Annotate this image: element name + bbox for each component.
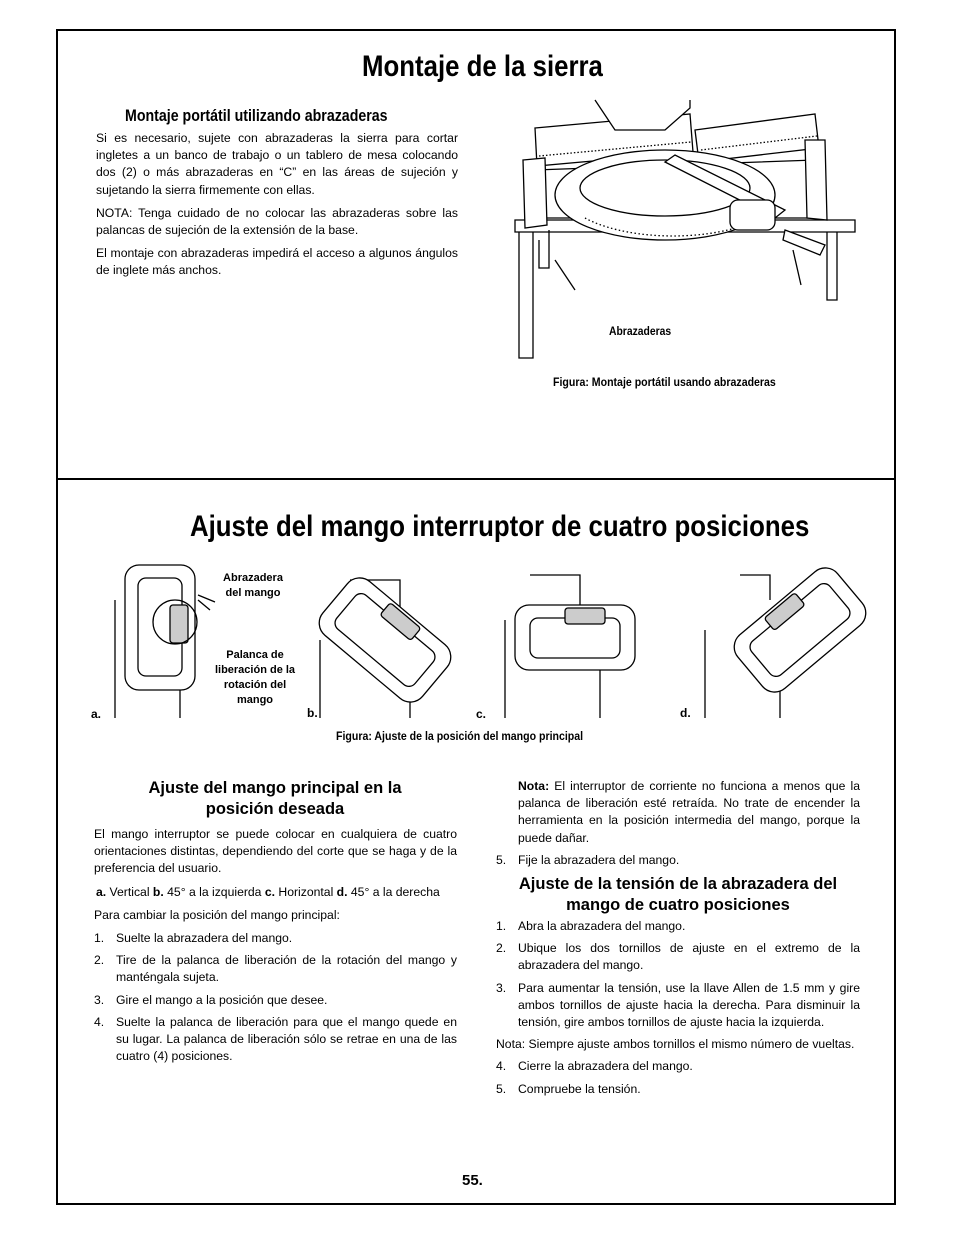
figure-caption: Figura: Montaje portátil usando abrazaderas [553,377,776,389]
handle-horizontal-illustration [490,570,640,720]
list-text: Cierre la abrazadera del mango. [518,1059,693,1074]
paragraph: Si es necesario, sujete con abrazaderas la sierra para cortar ingletes a un banco de trabajo o un tablero de mesa colocando dos (2) o más abrazaderas en “C” en las áreas de sujeción y sujetando la sierra firmemente con ellas. [96,131,458,197]
orient-c-text: Horizontal [275,884,337,899]
list-number: 1. [496,919,507,934]
page-number: 55. [462,1172,483,1189]
miter-saw-clamped-illustration [515,100,855,360]
handle-clamp-label: Abrazadera del mango [223,572,283,599]
figure-letter-b: b. [307,706,318,720]
release-lever-label: Palanca de liberación de la rotación del mango [214,649,296,706]
list-text: Ubique los dos tornillos de ajuste en el extremo de la abrazadera del mango. [518,941,860,973]
list-number: 1. [94,931,105,946]
list-text: Para aumentar la tensión, use la llave Allen de 1.5 mm y gire ambos tornillos de ajuste hacia la derecha. Para disminuir la tensión, gire ambos tornillos de ajuste hacia la izquierda. [518,980,860,1030]
list-item [496,1058,860,1075]
list-item [496,980,860,1032]
list-text: Fije la abrazadera del mango. [518,852,680,867]
list-number: 3. [94,992,105,1007]
intro-paragraph: El mango interruptor se puede colocar en cualquiera de cuatro orientaciones distintas, dependiendo del corte que se haga y de la preferencia del usuario. [94,827,457,876]
list-text: Tire de la palanca de liberación de la rotación del mango y manténgala sujeta. [116,953,457,985]
note-paragraph [496,778,860,847]
lead-paragraph: Para cambiar la posición del mango principal: [94,907,340,922]
section1-subtitle: Montaje portátil utilizando abrazaderas [125,107,388,125]
list-text: Compruebe la tensión. [518,1081,641,1096]
orientation-list [94,884,457,901]
clamps-label: Abrazaderas [609,326,672,338]
paragraph: NOTA: Tenga cuidado de no colocar las abrazaderas sobre las palancas de sujeción de la extensión de la base. [96,205,458,238]
section1-body [96,130,458,286]
list-number: 2. [496,941,507,956]
orient-b: b. [152,884,164,899]
list-text: Suelte la palanca de liberación para que el mango quede en su lugar. La palanca de liberación sólo se retrae en una de las cuatro (4) posiciones. [116,1014,457,1064]
handle-45-left-illustration [310,570,460,720]
left-heading: Ajuste del mango principal en la posición deseada [148,779,402,818]
note-text: El interruptor de corriente no funciona a menos que la palanca de liberación esté retraída. No trate de encender la herramienta en la posición intermedia del mango, porque la puede dañar. [518,779,860,845]
orient-a-text: Vertical [106,884,153,899]
orient-c: c. [264,884,276,899]
list-item [94,992,457,1009]
list-text: Abra la abrazadera del mango. [518,919,686,934]
list-item [94,1014,457,1066]
handle-vertical-illustration [110,560,210,720]
list-number: 3. [496,980,507,995]
list-number: 5. [496,852,507,867]
list-text: Gire el mango a la posición que desee. [116,992,328,1007]
section-divider [56,478,896,480]
figure-letter-d: d. [680,706,691,720]
list-item [496,1081,860,1098]
paragraph: El montaje con abrazaderas impedirá el acceso a algunos ángulos de inglete más anchos. [96,246,458,278]
figure-letter-a: a. [91,707,102,721]
handle-45-right-illustration [700,550,870,720]
list-number: 4. [94,1014,105,1029]
orient-d-text: 45° a la derecha [347,884,440,899]
left-column [94,826,457,1070]
section2-title: Ajuste del mango interruptor de cuatro posiciones [190,510,810,543]
orient-d: d. [336,884,348,899]
list-text: Suelte la abrazadera del mango. [116,931,293,946]
list-number: 2. [94,953,105,968]
note2-paragraph: Nota: Siempre ajuste ambos tornillos el mismo número de vueltas. [496,1037,855,1052]
figure-caption-2: Figura: Ajuste de la posición del mango principal [336,731,584,743]
list-item [94,930,457,947]
list-item [94,952,457,986]
list-number: 5. [496,1081,507,1096]
note-label: Nota: [518,779,550,793]
orient-b-text: 45° a la izquierda [163,884,265,899]
right-column [496,778,860,1103]
section1-title: Montaje de la sierra [362,50,603,83]
list-item [496,940,860,974]
list-item [496,918,860,935]
list-item [496,852,860,869]
list-number: 4. [496,1059,507,1074]
orient-a: a. [96,884,107,899]
right-heading: Ajuste de la tensión de la abrazadera del mango de cuatro posiciones [518,875,838,915]
figure-letter-c: c. [476,707,487,721]
